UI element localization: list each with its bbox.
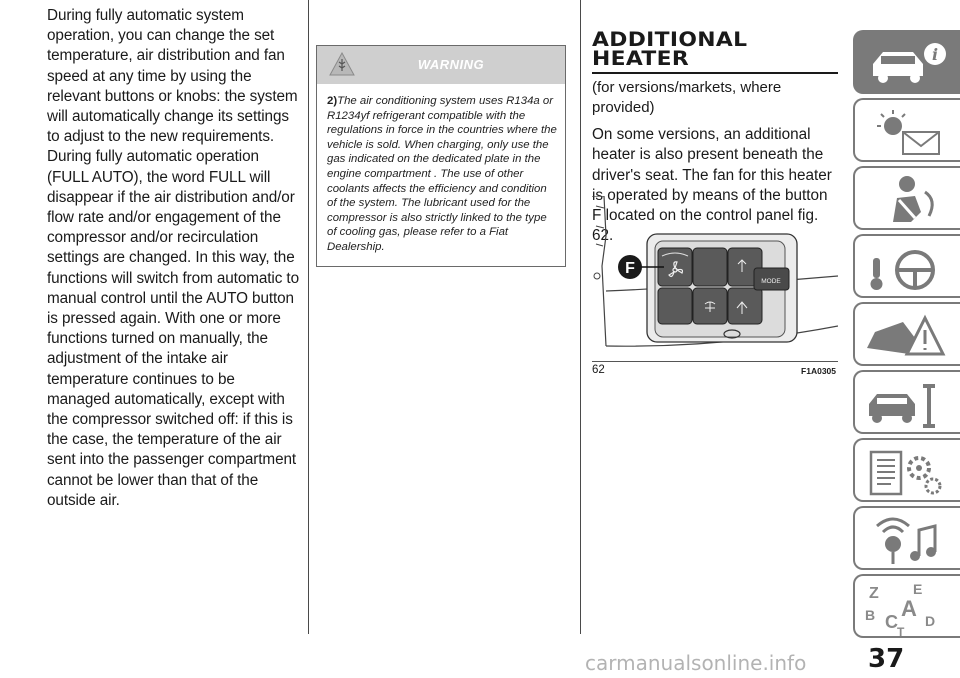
car-maintenance-icon bbox=[863, 376, 953, 432]
seat-safety-icon bbox=[863, 172, 953, 228]
control-panel-illustration bbox=[592, 196, 838, 356]
tab-starting-driving[interactable] bbox=[853, 234, 960, 298]
section-subtitle: (for versions/markets, where provided) bbox=[592, 79, 782, 116]
multimedia-icon bbox=[863, 512, 953, 568]
section-rule bbox=[592, 72, 838, 74]
section-title-line1: ADDITIONAL bbox=[592, 28, 748, 51]
warning-number: 2) bbox=[327, 95, 338, 107]
tab-technical-data[interactable] bbox=[853, 438, 960, 502]
callout-letter: F bbox=[625, 260, 635, 277]
technical-data-icon bbox=[863, 444, 953, 500]
index-letter: T bbox=[897, 625, 905, 636]
section-title bbox=[592, 30, 868, 68]
watermark: carmanualsonline.info bbox=[585, 651, 807, 675]
index-letter: E bbox=[913, 581, 923, 597]
index-letter: B bbox=[865, 607, 876, 623]
tab-maintenance[interactable] bbox=[853, 370, 960, 434]
index-letters-icon bbox=[863, 580, 953, 636]
warning-header bbox=[317, 46, 565, 84]
tab-index[interactable] bbox=[853, 574, 960, 638]
lights-message-icon bbox=[863, 104, 953, 160]
svg-text:i: i bbox=[931, 45, 939, 64]
car-info-icon bbox=[863, 36, 953, 92]
left-column bbox=[47, 6, 299, 511]
warning-title: WARNING bbox=[417, 57, 485, 72]
section-body: On some versions, an additional heater is also present beneath the driver's seat. The fan for this heater is operated by means of the button F located on the control panel fig. 62. bbox=[592, 126, 832, 245]
warning-box bbox=[316, 45, 566, 267]
page-number: 37 bbox=[868, 644, 905, 674]
body-paragraph: During fully automatic system operation, you can change the set temperature, air distribution and fan speed at any time by using the relevant buttons or knobs: the system will automatically change its settings to adjust to the new requirements. During fully automatic operation (FULL AUTO), the word FULL will disappear if the air distribution and/or flow rate and/or engagement of the compressor and/or recirculation settings are changed. In this way, the functions will switch from automatic to manual control until the AUTO button is pressed again. With one or more functions turned on manually, the adjustment of the intake air temperature continues to be managed automatically, except with the compressor switched off: if this is the case, the temperature of the air sent into the passenger compartment cannot be lower than that of the outside air. bbox=[47, 7, 299, 509]
index-letter: A bbox=[901, 596, 917, 621]
tab-emergency[interactable] bbox=[853, 302, 960, 366]
emergency-warning-icon bbox=[863, 308, 953, 364]
index-letter: D bbox=[925, 613, 936, 629]
steering-key-icon bbox=[863, 240, 953, 296]
section-title-line2: HEATER bbox=[592, 47, 690, 70]
column-divider-right bbox=[580, 0, 581, 634]
index-letter: Z bbox=[869, 585, 879, 602]
index-letter: C bbox=[885, 612, 898, 632]
figure-caption bbox=[592, 361, 838, 378]
tab-multimedia[interactable] bbox=[853, 506, 960, 570]
figure-number: 62 bbox=[592, 364, 605, 376]
mode-button-label: MODE bbox=[761, 278, 781, 285]
column-divider-left bbox=[308, 0, 309, 634]
tab-car-info[interactable] bbox=[853, 30, 960, 94]
control-panel-figure bbox=[592, 196, 838, 356]
figure-code: F1A0305 bbox=[801, 366, 836, 376]
warning-text: The air conditioning system uses R134a or R1234yf refrigerant compatible with the regulations in force in the countries where the vehicle is sold. When charging, only use the gas indicated on the dedicated plate in the engine compartment . The use of other coolants affects the efficiency and condition of the system. The lubricant used for the compressor is also strictly linked to the type of cooling gas, please refer to a Fiat Dealership. bbox=[327, 95, 557, 253]
tab-safety[interactable] bbox=[853, 166, 960, 230]
warning-body bbox=[317, 84, 565, 255]
tab-lights-messages[interactable] bbox=[853, 98, 960, 162]
